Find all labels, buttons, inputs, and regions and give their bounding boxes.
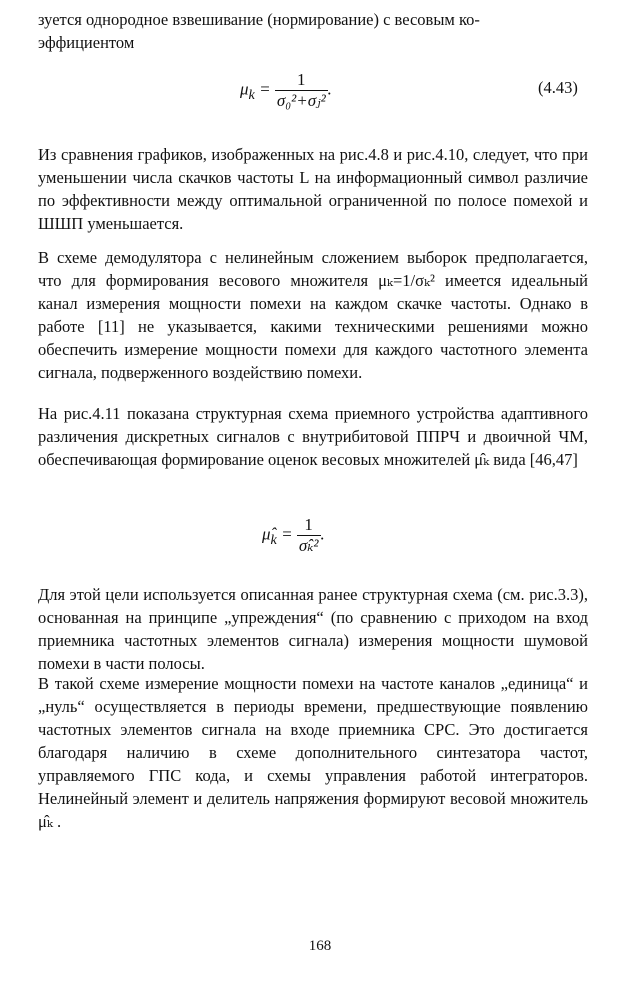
paragraph-5: В такой схеме измерение мощности помехи на частоте каналов „единица“ и „нуль“ осуществляется в периоды времени, предшествующие появлению частотных элементов сигнала на входе приемника СРС. Это достигается благодаря наличию в схеме дополнительного синтезатора частот, управляемого ГПС кода, и схемы управления работой интеграторов. Нелинейный элемент и делитель напряжения формируют весовой множитель μ̂ₖ . xyxy=(38,674,588,831)
equation-numerator: 1 xyxy=(297,515,321,536)
paragraph-continuation-line-2: эффициентом xyxy=(38,33,135,52)
paragraph-2: В схеме демодулятора с нелинейным сложением выборок предполагается, что для формирования весового множителя μₖ=1/σₖ² имеется идеальный канал измерения мощности помехи на каждом скачке частоты. Однако в работе [11] не указывается, какими техническими решениями можно обеспечить измерение мощности помехи для каждого частотного элемента сигнала, подверженного воздействию помехи. xyxy=(38,248,588,382)
equation-lhs-subscript: k xyxy=(248,86,255,103)
equation-denominator: σ₀²+σⱼ² xyxy=(276,91,326,110)
equation-number: (4.43) xyxy=(538,78,578,97)
equation-4-43: $\mu_k$ = $\frac{1}{\text{σ₀²+σⱼ²}}$ . xyxy=(240,70,332,110)
paragraph-continuation-line-1: зуется однородное взвешивание (нормирование) с весовым ко- xyxy=(38,10,480,29)
equation-fraction xyxy=(297,515,321,556)
paragraph-4: Для этой цели используется описанная ранее структурная схема (см. рис.3.3), основанная на принципе „упреждения“ (по сравнению с приходом на вход приемника частотных элементов сигнала) измерения мощности шумовой помехи в части полосы. xyxy=(38,585,588,673)
paragraph-3: На рис.4.11 показана структурная схема приемного устройства адаптивного различения дискретных сигналов с внутрибитовой ППРЧ и двоичной ЧМ, обеспечивающая формирование оценок весовых множителей μ̂ₖ вида [46,47] xyxy=(38,404,588,469)
paragraph-1: Из сравнения графиков, изображенных на рис.4.8 и рис.4.10, следует, что при уменьшении числа скачков частоты L на информационный символ различие по эффективности между оптимальной ограниченной по полосе помехой и ШШП уменьшается. xyxy=(38,145,588,233)
equation-lhs: μ̂ xyxy=(262,524,271,544)
equation-fraction xyxy=(275,70,328,111)
equation-lhs-subscript: k xyxy=(270,531,277,548)
page-number: 168 xyxy=(308,938,332,954)
equation-numerator: 1 xyxy=(275,70,328,91)
equation-denominator: σ̂ₖ² xyxy=(298,536,319,555)
equation-mu-hat: $\mû_k$ = $\frac{1}{\text{σ̂ₖ²}}$ . xyxy=(262,515,325,555)
equation-lhs: μ xyxy=(240,79,249,99)
